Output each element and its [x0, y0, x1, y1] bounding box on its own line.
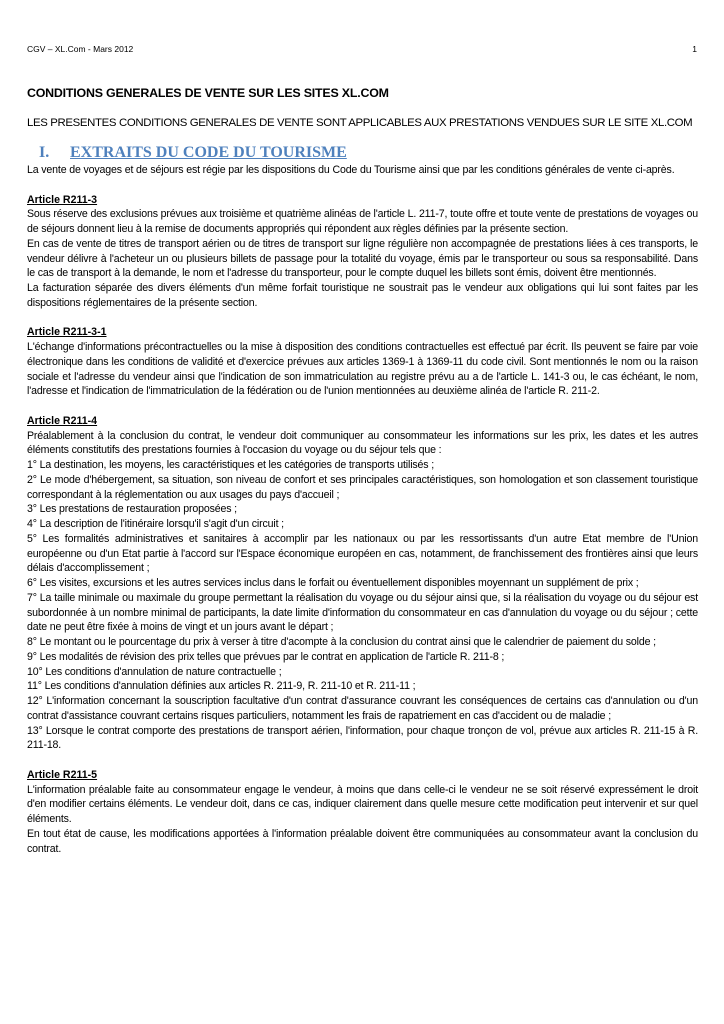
article-paragraph: L'échange d'informations précontractuelles ou la mise à disposition des conditions contractuelles est effectué par écrit. Ils peuvent se faire par voie électronique dans les conditions de validité et d'exercice prévues aux articles 1369-1 à 1369-11 du code civil. Sont mentionnés le nom ou la raison sociale et l'adresse du vendeur ainsi que l'indication de son immatriculation au registre prévu au a de l'article L. 141-3 ou, le cas échéant, le nom, l'adresse et l'indication de l'immatriculation de la fédération ou de l'union mentionnées au deuxième alinéa de l'article R. 211-2.	[27, 341, 698, 398]
article-paragraph: Préalablement à la conclusion du contrat, le vendeur doit communiquer au consommateur les informations sur les prix, les dates et les autres éléments constitutifs des prestations fournies à l'occasion du voyage ou du séjour tels que :	[27, 429, 698, 457]
article-paragraph: 8° Le montant ou le pourcentage du prix à verser à titre d'acompte à la conclusion du contrat ainsi que le calendrier de paiement du solde ;	[27, 636, 656, 648]
article-paragraph: 3° Les prestations de restauration proposées ;	[27, 503, 237, 516]
document-body	[27, 86, 698, 856]
article-paragraph: 7° La taille minimale ou maximale du groupe permettant la réalisation du voyage ou du séjour ainsi que, si la réalisation du voyage ou du séjour est subordonnée à un nombre minimal de participants, la date limite d'information du consommateur en cas d'annulation du voyage ou du séjour ; cette date ne peut être fixée à moins de vingt et un jours avant le départ ;	[27, 591, 698, 634]
article-paragraph: La facturation séparée des divers éléments d'un même forfait touristique ne soustrait pas le vendeur aux obligations qui lui sont faites par les dispositions réglementaires de la présente section.	[27, 282, 698, 309]
article-paragraph: En tout état de cause, les modifications apportées à l'information préalable doivent être communiquées au consommateur avant la conclusion du contrat.	[27, 827, 698, 855]
article-paragraph: 6° Les visites, excursions et les autres services inclus dans le forfait ou éventuellement disponibles moyennant un supplément de prix ;	[27, 577, 639, 589]
header-label: CGV – XL.Com - Mars 2012	[27, 44, 134, 54]
article	[27, 325, 698, 399]
article-paragraph: 5° Les formalités administratives et sanitaires à accomplir par les nationaux ou par les ressortissants d'un autre Etat membre de l'Union européenne ou d'un Etat partie à l'accord sur l'Espace économique européen en cas, notamment, de franchissement des frontières ainsi que leurs délais d'accomplissement ;	[27, 532, 698, 575]
articles-list	[27, 193, 698, 857]
article-paragraph: 10° Les conditions d'annulation de nature contractuelle ;	[27, 665, 282, 678]
section-number: I.	[39, 144, 50, 161]
article-paragraph: L'information préalable faite au consommateur engage le vendeur, à moins que dans celle-ci le vendeur ne se soit réservé expressément le droit d'en modifier certains éléments. Le vendeur doit, dans ce cas, indiquer clairement dans quelle mesure cette modification peut intervenir et sur quel éléments.	[27, 783, 698, 825]
article-paragraph: 1° La destination, les moyens, les caractéristiques et les catégories de transports utilisés ;	[27, 459, 435, 471]
article-title: Article R211-3	[27, 193, 98, 206]
section-intro: La vente de voyages et de séjours est régie par les dispositions du Code du Tourisme ainsi que par les conditions générales de vente ci-après.	[27, 164, 675, 176]
article	[27, 414, 698, 753]
article-title: Article R211-5	[27, 768, 98, 781]
section-title: EXTRAITS DU CODE DU TOURISME	[70, 144, 347, 161]
article-paragraph: 4° La description de l'itinéraire lorsqu'il s'agit d'un circuit ;	[27, 518, 284, 530]
article-paragraph: En cas de vente de titres de transport aérien ou de titres de transport sur ligne régulière non accompagnée de prestations liées à ces transports, le vendeur délivre à l'acheteur un ou plusieurs billets de passage pour la totalité du voyage, émis par le transporteur ou sous sa responsabilité. Dans le cas de transport à la demande, le nom et l'adresse du transporteur, pour le compte duquel les billets sont émis, doivent être mentionnés.	[27, 237, 698, 280]
article	[27, 768, 698, 857]
article-paragraph: Sous réserve des exclusions prévues aux troisième et quatrième alinéas de l'article L. 211-7, toute offre et toute vente de prestations de voyages ou de séjours donnent lieu à la remise de documents appropriés qui répondent aux règles définies par la présente section.	[27, 208, 698, 235]
section-heading	[39, 144, 698, 162]
article-paragraph: 9° Les modalités de révision des prix telles que prévues par le contrat en application de l'article R. 211-8 ;	[27, 650, 505, 663]
document-title: CONDITIONS GENERALES DE VENTE SUR LES SITES XL.COM	[27, 86, 389, 100]
article-paragraph: 11° Les conditions d'annulation définies aux articles R. 211-9, R. 211-10 et R. 211-11 ;	[27, 680, 416, 693]
page-number: 1	[692, 44, 697, 54]
article-title: Article R211-4	[27, 414, 98, 427]
article-title: Article R211-3-1	[27, 326, 107, 339]
document-subtitle: LES PRESENTES CONDITIONS GENERALES DE VENTE SONT APPLICABLES AUX PRESTATIONS VENDUES SUR LE SITE XL.COM	[27, 117, 693, 129]
article-paragraph: 2° Le mode d'hébergement, sa situation, son niveau de confort et ses principales caractéristiques, son homologation et son classement touristique correspondant à la réglementation ou aux usages du pays d'accueil ;	[27, 473, 698, 501]
article-paragraph: 13° Lorsque le contrat comporte des prestations de transport aérien, l'information, pour chaque tronçon de vol, prévue aux articles R. 211-15 à R. 211-18.	[27, 724, 698, 752]
article	[27, 193, 698, 311]
article-paragraph: 12° L'information concernant la souscription facultative d'un contrat d'assurance couvrant les conséquences de certains cas d'annulation ou d'un contrat d'assistance couvrant certains risques particuliers, notamment les frais de rapatriement en cas d'accident ou de maladie ;	[27, 695, 698, 722]
page-header	[27, 44, 697, 54]
